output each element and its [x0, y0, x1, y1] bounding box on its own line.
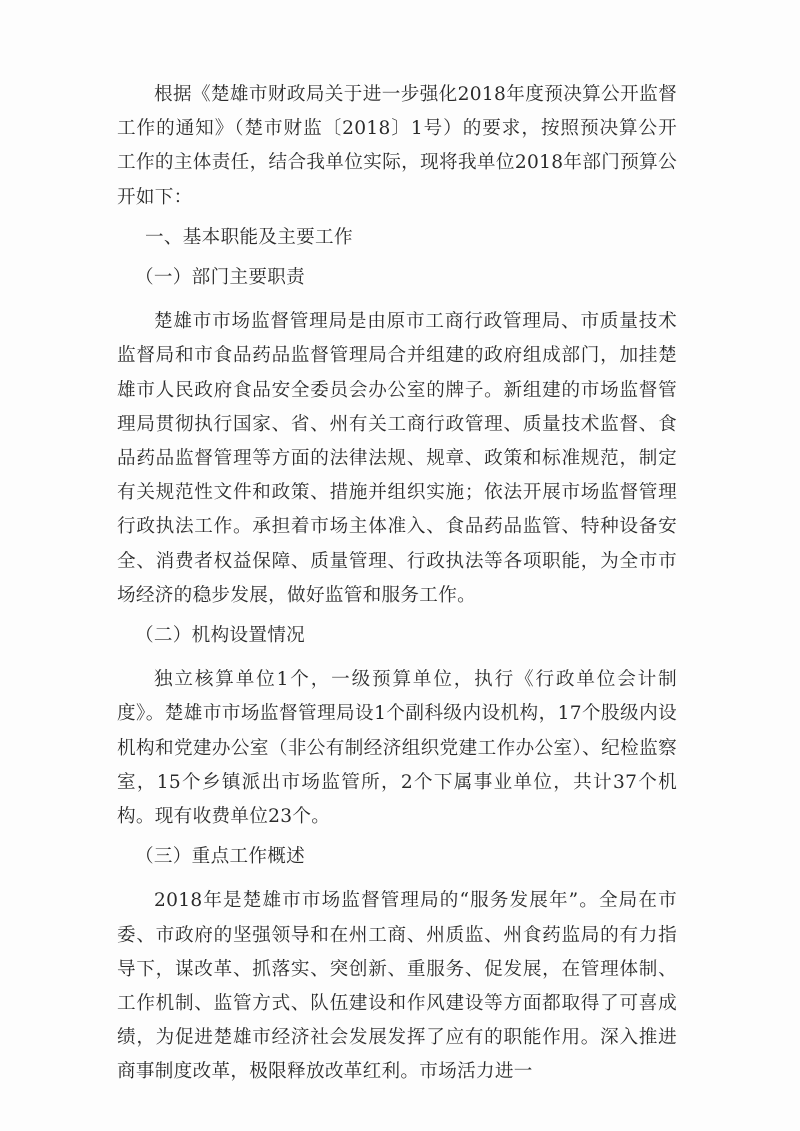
subsection-heading-organization: （二）机构设置情况 — [135, 625, 306, 647]
subsection-heading-key-work: （三）重点工作概述 — [135, 846, 306, 868]
organization-paragraph: 独立核算单位1个，一级预算单位，执行《行政单位会计制度》。楚雄市市场监督管理局设1个副科级内设机构，17个股级内设机构和党建办公室（非公有制经济组织党建工作办公室）、纪检监察室，15个乡镇派出市场监管所，2个下属事业单位，共计37个机构。现有收费单位23个。 — [117, 669, 677, 828]
section-heading-basic-functions: 一、基本职能及主要工作 — [145, 226, 353, 248]
spacer — [117, 874, 677, 884]
subsection-heading-main-duties: （一）部门主要职责 — [135, 267, 306, 289]
key-work-paragraph: 2018年是楚雄市市场监督管理局的“服务发展年”。全局在市委、市政府的坚强领导和在州工商、州质监、州食药监局的有力指导下，谋改革、抓落实、突创新、重服务、促发展，在管理体制、工作机制、监管方式、队伍建设和作风建设等方面都取得了可喜成绩，为促进楚雄市经济社会发展发挥了应有的职能作用。深入推进商事制度改革，极限释放改革红利。市场活力进一 — [117, 890, 677, 1083]
spacer — [117, 295, 677, 305]
main-duties-paragraph: 楚雄市市场监督管理局是由原市工商行政管理局、市质量技术监督局和市食品药品监督管理局合并组建的政府组成部门，加挂楚雄市人民政府食品安全委员会办公室的牌子。新组建的市场监督管理局贯彻执行国家、省、州有关工商行政管理、质量技术监督、食品药品监督管理等方面的法律法规、规章、政策和标准规范，制定有关规范性文件和政策、措施并组织实施；依法开展市场监督管理行政执法工作。承担着市场主体准入、食品药品监管、特种设备安全、消费者权益保障、质量管理、行政执法等各项职能，为全市市场经济的稳步发展，做好监管和服务工作。 — [117, 311, 677, 606]
document-body — [117, 78, 677, 1090]
spacer — [117, 653, 677, 663]
intro-paragraph: 根据《楚雄市财政局关于进一步强化2018年度预决算公开监督工作的通知》（楚市财监〔2018〕1号）的要求，按照预决算公开工作的主体责任，结合我单位实际，现将我单位2018年部门预算公开如下： — [117, 84, 677, 208]
